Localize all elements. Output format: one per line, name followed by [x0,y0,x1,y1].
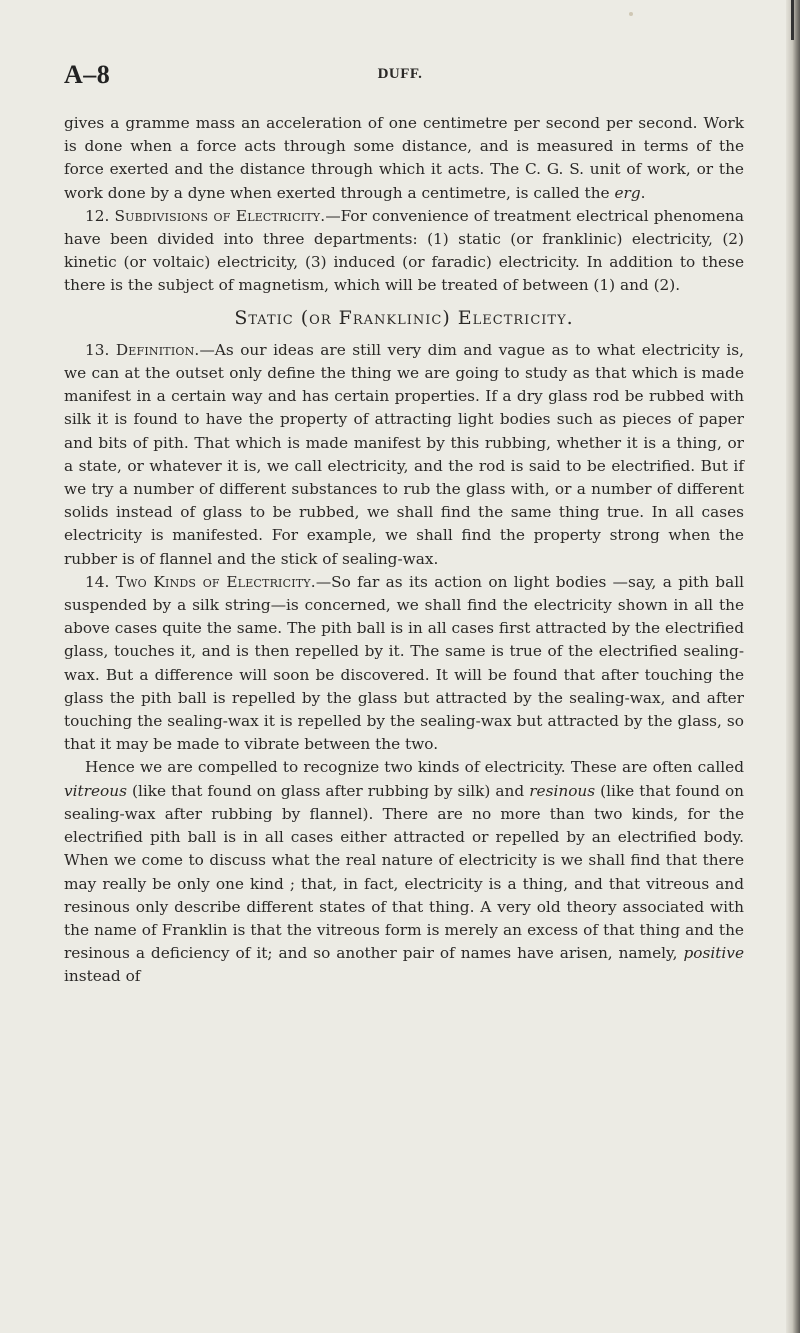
paragraph-text: (like that found on glass after rubbing by silk) and [126,781,530,800]
running-title: DUFF. [377,66,423,82]
paragraph-text: (like that found on sealing-wax after rubbing by flannel). There are no more than two kinds, for the electrified pith ball is in all cases either attracted or repelled by an electrified body. When we come to discuss what the real nature of electricity is we shall find that there may really be only one kind ; that, in fact, electricity is a thing, and that vitreous and resinous only describe different states of that thing. A very old theory associated with the name of Franklin is that the vitreous form is merely an excess of that thing and the resinous a deficiency of it; and so another pair of names have arisen, namely, [64,781,744,963]
term-resinous: resinous [529,781,596,800]
paragraph-text: gives a gramme mass an acceleration of one centimetre per second per second. Work is done when a force acts through some distance, and is measured in terms of the force exerted and the distance through which it acts. The C. G. S. unit of work, or the work done by a dyne when exerted through a centimetre, is called the [64,114,744,202]
page-edge-shadow [786,0,800,1333]
paragraph-title: Subdivisions of Electricity. [114,206,326,225]
paragraph-title: Definition. [115,340,200,359]
paragraph-15 [64,756,744,988]
paragraph-14 [64,571,744,757]
paragraph-text: instead of [64,967,141,986]
paragraph-title: Two Kinds of Electricity. [115,572,316,591]
paragraph-number: 14. [85,572,110,591]
page-number: A–8 [64,60,111,89]
paragraph-text: —So far as its action on light bodies —say, a pith ball suspended by a silk string—is concerned, we shall find the electricity shown in all the above cases quite the same. The pith ball is in all cases first attracted by the electrified glass, touches it, and is then repelled by it. The same is true of the electrified sealing-wax. But a difference will soon be discovered. It will be found that after touching the glass the pith ball is repelled by the glass but attracted by the sealing-wax, and after touching the sealing-wax it is repelled by the sealing-wax but attracted by the glass, so that it may be made to vibrate between the two. [64,572,744,754]
term-erg: erg [614,183,641,202]
paragraph-text: —For convenience of treatment electrical phenomena have been divided into three departments: (1) static (or franklinic) electricity, (2) kinetic (or voltaic) electricity, (3) induced (or faradic) electricity. In addition to these there is the subject of magnetism, which will be treated of between (1) and (2). [64,206,744,295]
paragraph-text: Hence we are compelled to recognize two kinds of electricity. These are often called [85,758,744,777]
paragraph-13 [64,339,744,571]
paragraph-continuation [64,112,744,205]
paragraph-number: 13. [85,340,110,359]
term-positive: positive [683,944,744,963]
paragraph-number: 12. [85,206,110,225]
paragraph-text: —As our ideas are still very dim and vague as to what electricity is, we can at the outset only define the thing we are going to study as that which is made manifest in a certain way and has certain properties. If a dry glass rod be rubbed with silk it is found to have the property of attracting light bodies such as pieces of paper and bits of pith. That which is made manifest by this rubbing, whether it is a thing, or a state, or whatever it is, we call electricity, and the rod is said to be electrified. But if we try a number of different substances to rub the glass with, or a number of different solids instead of glass to be rubbed, we shall find the same thing true. In all cases electricity is manifested. For example, we shall find the property strong when the rubber is of flannel and the stick of sealing-wax. [64,340,744,568]
paragraph-tail: . [640,183,646,202]
paper-speck [629,12,633,16]
section-heading: Static (or Franklinic) Electricity. [234,306,574,329]
term-vitreous: vitreous [64,781,127,800]
paragraph-12 [64,205,744,298]
body-text [64,112,744,989]
page-edge-mark [791,0,794,40]
